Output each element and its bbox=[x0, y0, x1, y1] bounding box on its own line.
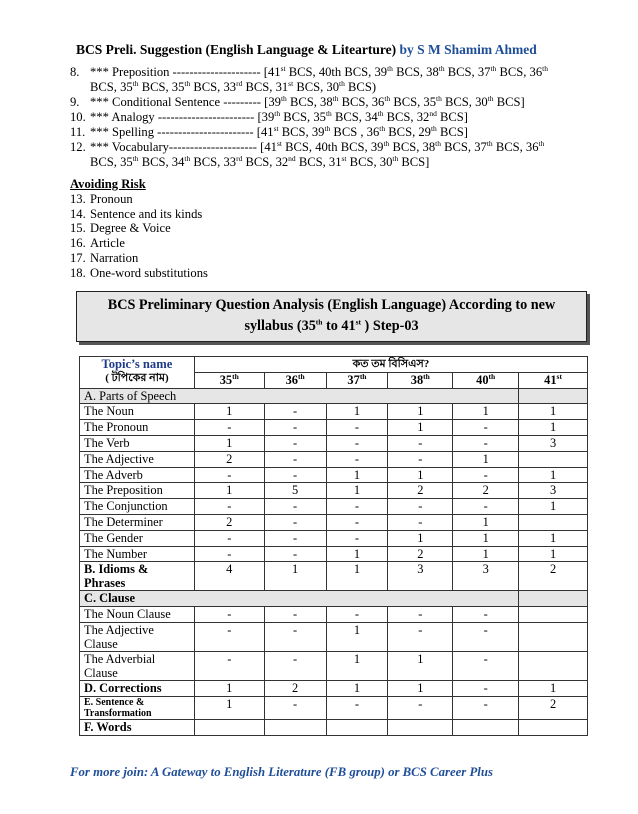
value-cell: 1 bbox=[326, 467, 388, 483]
value-cell: - bbox=[453, 696, 519, 719]
value-cell: 1 bbox=[453, 546, 519, 562]
risk-number: 14. bbox=[70, 206, 86, 221]
year-header: 35th bbox=[194, 372, 264, 388]
value-cell: - bbox=[453, 651, 519, 680]
value-cell: 2 bbox=[519, 562, 588, 591]
value-cell: - bbox=[264, 451, 326, 467]
risk-text: Degree & Voice bbox=[90, 221, 171, 236]
risk-number: 16. bbox=[70, 236, 86, 251]
value-cell: 1 bbox=[519, 404, 588, 420]
topic-cell: E. Sentence & Transformation bbox=[80, 696, 195, 719]
topic-cell: The Number bbox=[80, 546, 195, 562]
table-row bbox=[80, 530, 588, 546]
year-header: 38th bbox=[388, 372, 453, 388]
value-cell: 3 bbox=[519, 435, 588, 451]
risk-text: Pronoun bbox=[90, 192, 133, 206]
topic-cell: B. Idioms & Phrases bbox=[80, 562, 195, 591]
value-cell: - bbox=[264, 546, 326, 562]
topic-cell: The Pronoun bbox=[80, 420, 195, 436]
value-cell bbox=[388, 719, 453, 735]
value-cell: 1 bbox=[326, 651, 388, 680]
value-cell: 1 bbox=[326, 546, 388, 562]
topic-cell: The Noun bbox=[80, 404, 195, 420]
footer-note: For more join: A Gateway to English Literature (FB group) or BCS Career Plus bbox=[70, 765, 493, 779]
suggestion-text: *** Preposition --------------------- [41st BCS, 40th BCS, 39th BCS, 38th BCS, 37th BCS, 36th BCS, 35th BCS, 35th BCS, 33rd BCS, 31st BCS, 30th BCS) bbox=[90, 63, 548, 94]
year-header: 41st bbox=[519, 372, 588, 388]
bcs-group-header: কত তম বিসিএস? bbox=[194, 357, 587, 373]
value-cell: 2 bbox=[194, 451, 264, 467]
risk-text: One-word substitutions bbox=[90, 265, 208, 280]
value-cell: 1 bbox=[264, 562, 326, 591]
value-cell: - bbox=[264, 404, 326, 420]
table-row bbox=[80, 404, 588, 420]
value-cell: 1 bbox=[453, 451, 519, 467]
table-row bbox=[80, 680, 588, 696]
topic-cell: The Adverbial Clause bbox=[80, 651, 195, 680]
risk-text: Narration bbox=[90, 250, 139, 265]
value-cell: 1 bbox=[519, 680, 588, 696]
value-cell: - bbox=[388, 607, 453, 623]
value-cell: - bbox=[194, 622, 264, 651]
value-cell: 2 bbox=[264, 680, 326, 696]
risk-text: Article bbox=[90, 236, 125, 251]
value-cell: - bbox=[326, 530, 388, 546]
value-cell bbox=[519, 719, 588, 735]
topic-cell: The Noun Clause bbox=[80, 607, 195, 623]
value-cell: - bbox=[326, 451, 388, 467]
value-cell: 1 bbox=[388, 530, 453, 546]
topic-cell: The Adjective bbox=[80, 451, 195, 467]
value-cell: - bbox=[453, 607, 519, 623]
value-cell bbox=[264, 719, 326, 735]
table-row bbox=[80, 435, 588, 451]
value-cell: 1 bbox=[326, 404, 388, 420]
value-cell: 1 bbox=[453, 530, 519, 546]
risk-number: 13. bbox=[70, 192, 86, 206]
value-cell: 1 bbox=[519, 546, 588, 562]
table-row bbox=[80, 591, 588, 607]
table-row bbox=[80, 514, 588, 530]
value-cell: - bbox=[264, 499, 326, 515]
value-cell: 1 bbox=[194, 696, 264, 719]
value-cell: 1 bbox=[519, 499, 588, 515]
value-cell bbox=[519, 651, 588, 680]
value-cell: 1 bbox=[326, 483, 388, 499]
question-analysis-table bbox=[79, 356, 588, 736]
value-cell: - bbox=[194, 420, 264, 436]
header-author: by S M Shamim Ahmed bbox=[399, 42, 537, 57]
value-cell: 2 bbox=[388, 546, 453, 562]
topic-cell: The Gender bbox=[80, 530, 195, 546]
suggestion-text: *** Vocabulary--------------------- [41st BCS, 40th BCS, 39th BCS, 38th BCS, 37th BCS, 36th BCS, 35th BCS, 34th BCS, 33rd BCS, 32nd BCS, 31st BCS, 30th BCS] bbox=[90, 138, 545, 169]
value-cell: - bbox=[326, 514, 388, 530]
value-cell: 1 bbox=[326, 622, 388, 651]
value-cell: 1 bbox=[194, 435, 264, 451]
suggestion-list bbox=[70, 65, 570, 170]
avoiding-risk-list bbox=[70, 192, 208, 280]
document-header bbox=[76, 42, 537, 58]
suggestion-number: 10. bbox=[70, 110, 86, 124]
value-cell: - bbox=[194, 499, 264, 515]
value-cell: 1 bbox=[453, 514, 519, 530]
value-cell: 1 bbox=[326, 562, 388, 591]
value-cell: 2 bbox=[519, 696, 588, 719]
year-header: 36th bbox=[264, 372, 326, 388]
topic-cell: The Verb bbox=[80, 435, 195, 451]
value-cell: 1 bbox=[194, 680, 264, 696]
value-cell: - bbox=[194, 651, 264, 680]
suggestion-item bbox=[70, 95, 570, 110]
value-cell: 2 bbox=[194, 514, 264, 530]
value-cell: - bbox=[264, 607, 326, 623]
table-row bbox=[80, 467, 588, 483]
value-cell: - bbox=[194, 467, 264, 483]
suggestion-text: *** Conditional Sentence --------- [39th BCS, 38th BCS, 36th BCS, 35th BCS, 30th BCS] bbox=[90, 93, 525, 109]
value-cell bbox=[519, 607, 588, 623]
risk-item bbox=[70, 236, 208, 251]
value-cell: - bbox=[264, 696, 326, 719]
value-cell: 1 bbox=[388, 420, 453, 436]
value-cell: 1 bbox=[453, 404, 519, 420]
topic-cell: A. Parts of Speech bbox=[80, 388, 519, 404]
value-cell bbox=[453, 719, 519, 735]
value-cell: 1 bbox=[519, 420, 588, 436]
value-cell: 1 bbox=[388, 651, 453, 680]
risk-item bbox=[70, 207, 208, 222]
value-cell: - bbox=[194, 530, 264, 546]
topic-cell: F. Words bbox=[80, 719, 195, 735]
risk-text: Sentence and its kinds bbox=[90, 206, 203, 221]
value-cell: - bbox=[453, 467, 519, 483]
value-cell: 1 bbox=[194, 483, 264, 499]
table-header-row bbox=[80, 357, 588, 373]
value-cell: - bbox=[453, 680, 519, 696]
value-cell: - bbox=[264, 420, 326, 436]
value-cell: 2 bbox=[453, 483, 519, 499]
suggestion-item bbox=[70, 65, 570, 95]
value-cell: - bbox=[326, 420, 388, 436]
table-row bbox=[80, 420, 588, 436]
value-cell: 4 bbox=[194, 562, 264, 591]
suggestion-number: 8. bbox=[70, 65, 80, 79]
topic-cell: The Adverb bbox=[80, 467, 195, 483]
table-row bbox=[80, 696, 588, 719]
value-cell: - bbox=[264, 622, 326, 651]
value-cell: 3 bbox=[453, 562, 519, 591]
value-cell: - bbox=[388, 499, 453, 515]
risk-item bbox=[70, 251, 208, 266]
table-row bbox=[80, 546, 588, 562]
topic-header-bn: ( টপিকের নাম) bbox=[105, 372, 169, 384]
value-cell: - bbox=[194, 546, 264, 562]
value-cell: 1 bbox=[388, 680, 453, 696]
analysis-banner: BCS Preliminary Question Analysis (English Language) According to new syllabus (35th to 41st ) Step-03 bbox=[76, 291, 587, 342]
value-cell bbox=[194, 719, 264, 735]
value-cell: - bbox=[264, 651, 326, 680]
value-cell: 1 bbox=[388, 467, 453, 483]
risk-number: 18. bbox=[70, 265, 86, 280]
value-cell: - bbox=[326, 607, 388, 623]
topic-cell: D. Corrections bbox=[80, 680, 195, 696]
suggestion-item bbox=[70, 125, 570, 140]
value-cell bbox=[519, 388, 588, 404]
risk-item bbox=[70, 221, 208, 236]
value-cell: - bbox=[453, 435, 519, 451]
value-cell: 1 bbox=[519, 467, 588, 483]
table-row bbox=[80, 562, 588, 591]
suggestion-item bbox=[70, 110, 570, 125]
year-header: 37th bbox=[326, 372, 388, 388]
topic-cell: The Preposition bbox=[80, 483, 195, 499]
table-row bbox=[80, 607, 588, 623]
suggestion-text: *** Spelling ----------------------- [41st BCS, 39th BCS , 36th BCS, 29th BCS] bbox=[90, 123, 468, 139]
table-row bbox=[80, 483, 588, 499]
table-row bbox=[80, 388, 588, 404]
value-cell: - bbox=[388, 622, 453, 651]
topic-header: Topic’s name bbox=[101, 357, 173, 371]
value-cell: 1 bbox=[519, 530, 588, 546]
suggestion-number: 9. bbox=[70, 95, 80, 109]
value-cell: - bbox=[388, 435, 453, 451]
table-row bbox=[80, 651, 588, 680]
value-cell: 1 bbox=[194, 404, 264, 420]
value-cell: - bbox=[326, 696, 388, 719]
value-cell: 3 bbox=[388, 562, 453, 591]
value-cell: - bbox=[264, 514, 326, 530]
year-header: 40th bbox=[453, 372, 519, 388]
value-cell: 2 bbox=[388, 483, 453, 499]
value-cell: - bbox=[326, 499, 388, 515]
value-cell: - bbox=[326, 435, 388, 451]
value-cell bbox=[519, 591, 588, 607]
suggestion-number: 11. bbox=[70, 125, 86, 139]
table-row bbox=[80, 499, 588, 515]
risk-number: 17. bbox=[70, 250, 86, 265]
value-cell: - bbox=[264, 435, 326, 451]
table-row bbox=[80, 719, 588, 735]
risk-item bbox=[70, 266, 208, 281]
value-cell: - bbox=[453, 622, 519, 651]
value-cell: 3 bbox=[519, 483, 588, 499]
topic-cell: The Determiner bbox=[80, 514, 195, 530]
value-cell: - bbox=[388, 696, 453, 719]
value-cell: 1 bbox=[326, 680, 388, 696]
header-title: BCS Preli. Suggestion (English Language & Litearture) bbox=[76, 42, 397, 57]
table-row bbox=[80, 451, 588, 467]
value-cell: - bbox=[388, 451, 453, 467]
value-cell bbox=[326, 719, 388, 735]
value-cell bbox=[519, 514, 588, 530]
value-cell: - bbox=[264, 467, 326, 483]
topic-cell: The Adjective Clause bbox=[80, 622, 195, 651]
value-cell: - bbox=[453, 420, 519, 436]
avoiding-risk-title: Avoiding Risk bbox=[70, 177, 146, 191]
topic-cell: C. Clause bbox=[80, 591, 519, 607]
table-row bbox=[80, 622, 588, 651]
value-cell bbox=[519, 451, 588, 467]
suggestion-text: *** Analogy ----------------------- [39th BCS, 35th BCS, 34th BCS, 32nd BCS] bbox=[90, 108, 468, 124]
risk-number: 15. bbox=[70, 221, 86, 236]
value-cell: - bbox=[388, 514, 453, 530]
value-cell: 5 bbox=[264, 483, 326, 499]
topic-header-cell bbox=[80, 357, 195, 389]
value-cell: 1 bbox=[388, 404, 453, 420]
topic-cell: The Conjunction bbox=[80, 499, 195, 515]
value-cell: - bbox=[453, 499, 519, 515]
value-cell bbox=[519, 622, 588, 651]
value-cell: - bbox=[194, 607, 264, 623]
value-cell: - bbox=[264, 530, 326, 546]
suggestion-number: 12. bbox=[70, 140, 86, 154]
risk-item bbox=[70, 192, 208, 207]
suggestion-item bbox=[70, 140, 570, 170]
